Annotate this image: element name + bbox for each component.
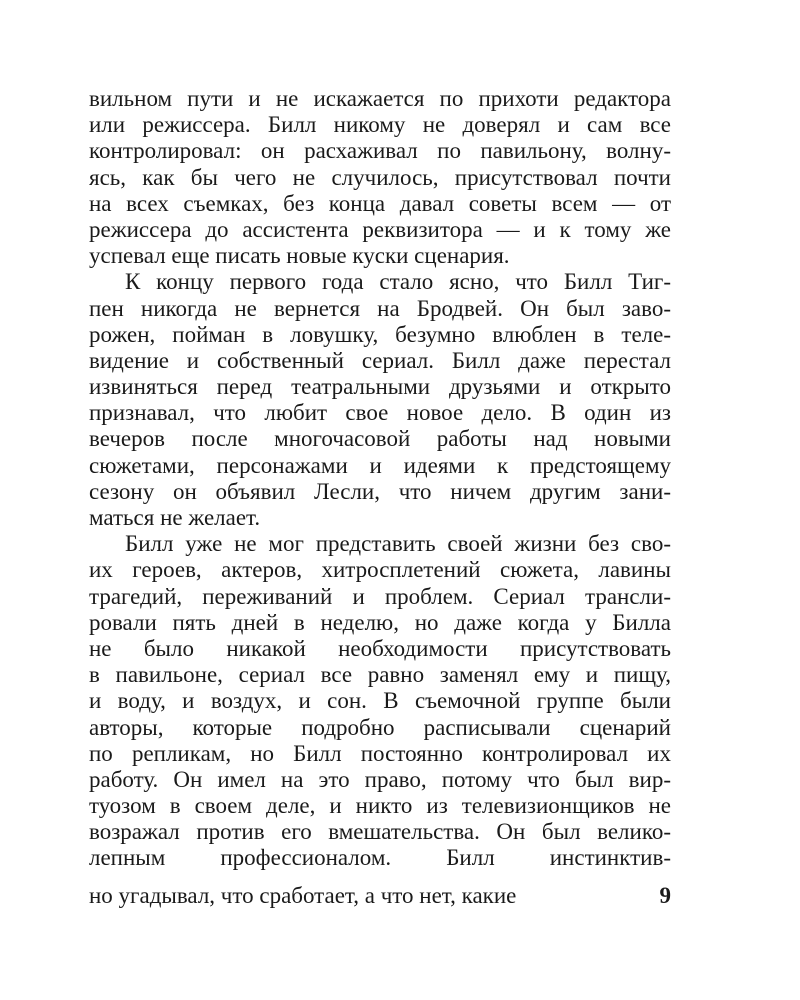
body-text <box>89 86 671 872</box>
footer-line <box>89 882 671 910</box>
text-line: авторы, которые подробно расписывали сценарий <box>89 714 671 740</box>
text-line: видение и собственный сериал. Билл даже перестал <box>89 347 671 373</box>
text-line: не было никакой необходимости присутствовать <box>89 635 671 661</box>
text-line: возражал против его вмешательства. Он был велико- <box>89 819 671 845</box>
text-line: в павильоне, сериал все равно заменял ему и пищу, <box>89 662 671 688</box>
text-line: рожен, пойман в ловушку, безумно влюблен в теле- <box>89 321 671 347</box>
final-text-line: но угадывал, что сработает, а что нет, какие <box>89 883 517 908</box>
text-line: контролировал: он расхаживал по павильону, волну- <box>89 138 671 164</box>
text-line: лепным профессионалом. Билл инстинктив- <box>89 845 671 871</box>
text-line: ясь, как бы чего не случилось, присутствовал почти <box>89 164 671 190</box>
text-line: режиссера до ассистента реквизитора — и к тому же <box>89 216 671 242</box>
text-line: сюжетами, персонажами и идеями к предстоящему <box>89 452 671 478</box>
text-line: ровали пять дней в неделю, но даже когда у Билла <box>89 609 671 635</box>
text-line: их героев, актеров, хитросплетений сюжета, лавины <box>89 557 671 583</box>
text-line: трагедий, переживаний и проблем. Сериал трансли- <box>89 583 671 609</box>
text-line: сезону он объявил Лесли, что ничем другим зани- <box>89 478 671 504</box>
text-line: туозом в своем деле, и никто из телевизионщиков не <box>89 793 671 819</box>
text-line: пен никогда не вернется на Бродвей. Он был заво- <box>89 295 671 321</box>
text-line: по репликам, но Билл постоянно контролировал их <box>89 740 671 766</box>
text-line: признавал, что любит свое новое дело. В один из <box>89 400 671 426</box>
text-line: и воду, и воздух, и сон. В съемочной группе были <box>89 688 671 714</box>
text-line: на всех съемках, без конца давал советы всем — от <box>89 190 671 216</box>
text-line: извиняться перед театральными друзьями и открыто <box>89 374 671 400</box>
text-line: работу. Он имел на это право, потому что был вир- <box>89 766 671 792</box>
text-line: маться не желает. <box>89 505 261 530</box>
text-line: вильном пути и не искажается по прихоти редактора <box>89 86 671 111</box>
text-line: К концу первого года стало ясно, что Билл Тиг- <box>125 269 671 295</box>
text-line: успевал еще писать новые куски сценария. <box>89 243 510 269</box>
page-number: 9 <box>659 883 671 908</box>
text-line: вечеров после многочасовой работы над новыми <box>89 426 671 452</box>
text-line: или режиссера. Билл никому не доверял и сам все <box>89 112 671 138</box>
text-line: Билл уже не мог представить своей жизни без сво- <box>125 531 671 557</box>
